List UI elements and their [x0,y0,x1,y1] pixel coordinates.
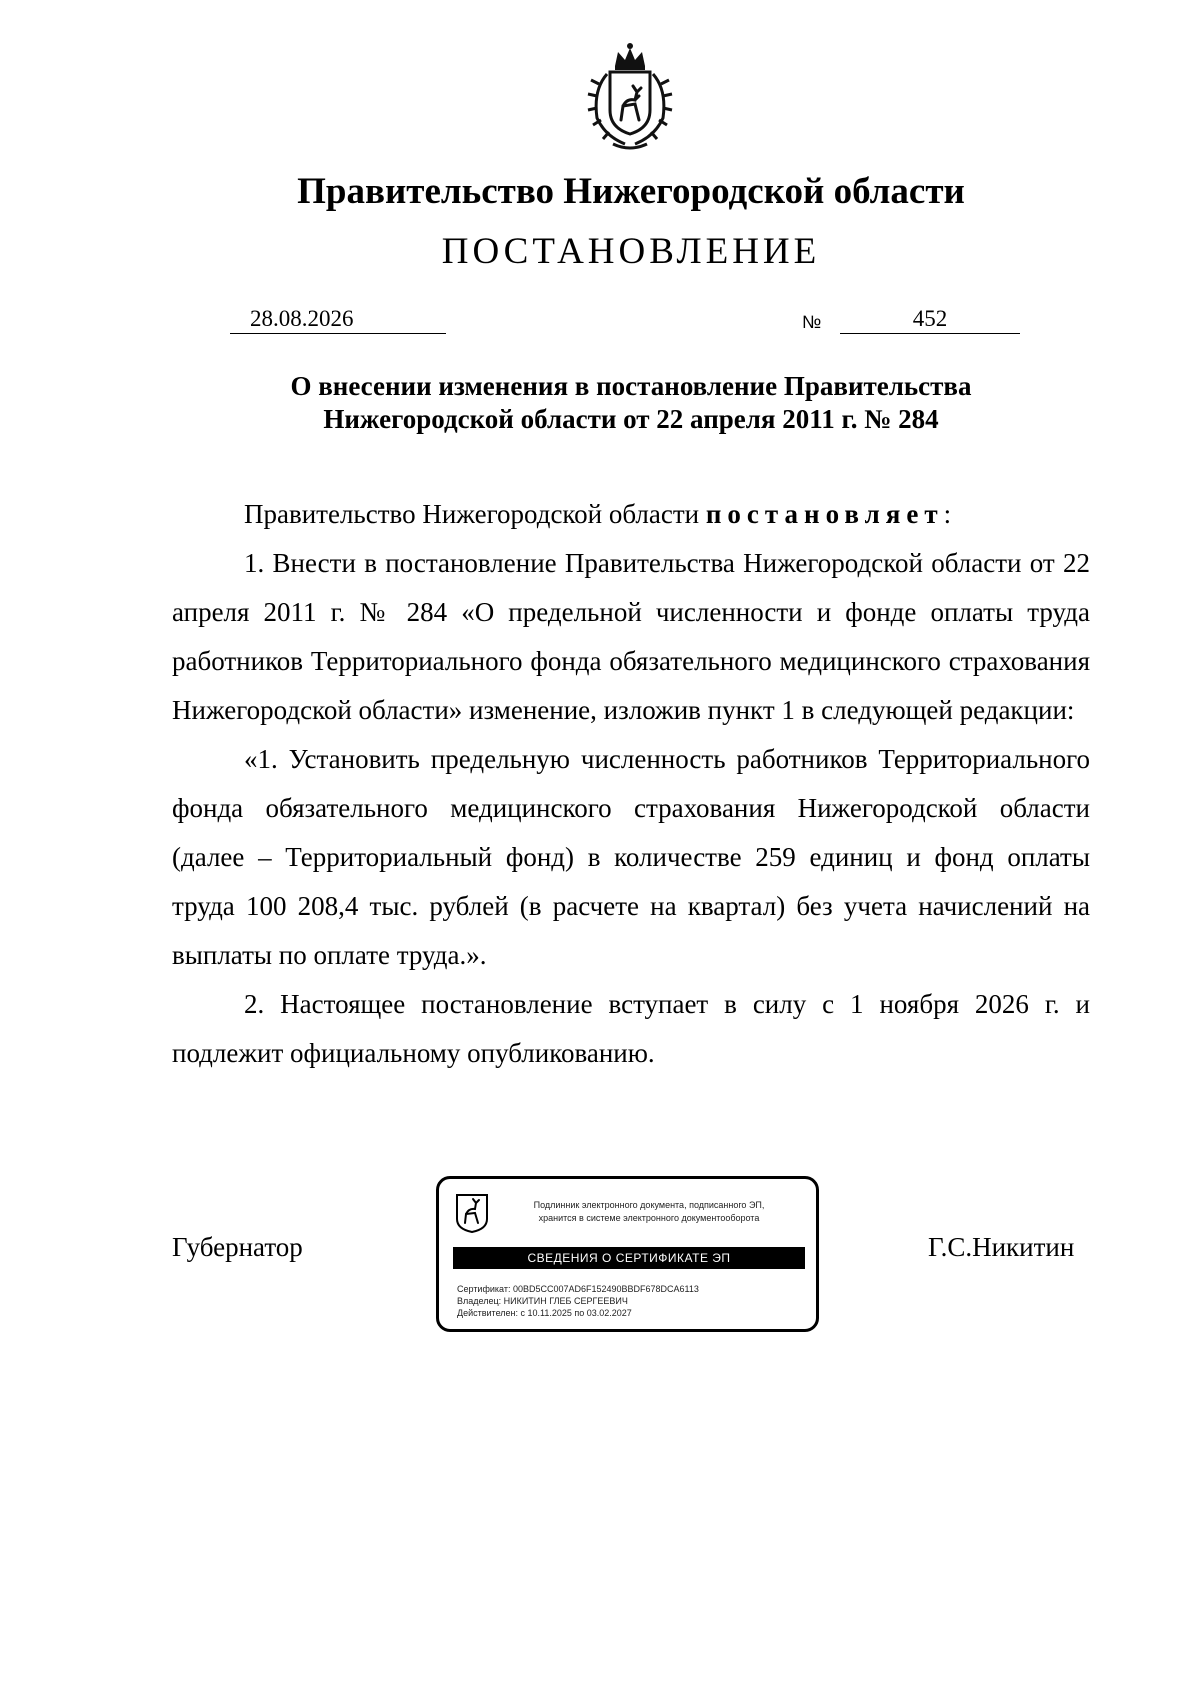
subject-line-2: Нижегородской области от 22 апреля 2011 г. № 284 [323,404,939,434]
document-subject [200,370,1062,436]
signer-name: Г.С.Никитин [928,1232,1075,1262]
certificate-details [457,1283,699,1319]
subject-line-1: О внесении изменения в постановление Правительства [290,371,972,401]
e-signature-stamp [436,1176,819,1332]
number-label: № [802,312,822,332]
certificate-validity: Действителен: с 10.11.2025 по 03.02.2027 [457,1308,632,1318]
org-title: Правительство Нижегородской области [297,171,965,212]
decree-word: постановляет [705,499,944,529]
document-date: 28.08.2026 [230,305,446,334]
paragraph-1: 1. Внести в постановление Правительства Нижегородской области от 22 апреля 2011 г. № 284 «О предельной численности и фонде оплаты труда работников Территориального фонда обязательного медицинского страхования Нижегородской области» изменение, изложив пункт 1 в следующей редакции: [172,548,1090,725]
preamble-text: Правительство Нижегородской области [244,499,700,529]
stamp-title: СВЕДЕНИЯ О СЕРТИФИКАТЕ ЭП [453,1247,805,1269]
certificate-owner: Владелец: НИКИТИН ГЛЕБ СЕРГЕЕВИЧ [457,1296,628,1306]
paragraph-2: 2. Настоящее постановление вступает в силу с 1 ноября 2026 г. и подлежит официальному опубликованию. [172,989,1090,1068]
preamble [172,490,1090,539]
certificate-number: Сертификат: 00BD5CC007AD6F152490BBDF678DCA6113 [457,1284,699,1294]
preamble-colon: : [943,499,952,529]
signer-position: Губернатор [172,1232,303,1262]
document-body [172,490,1090,1078]
stamp-notice [499,1199,799,1225]
stamp-notice-line-1: Подлинник электронного документа, подписанного ЭП, [533,1200,765,1210]
document-number: 452 [840,305,1020,334]
coat-of-arms-icon [575,40,685,152]
deer-emblem-icon [455,1193,489,1233]
paragraph-quoted: «1. Установить предельную численность работников Территориального фонда обязательного медицинского страхования Нижегородской области (далее – Территориальный фонд) в количестве 259 единиц и фонд оплаты труда 100 208,4 тыс. рублей (в расчете на квартал) без учета начислений на выплаты по оплате труда.». [172,744,1090,970]
stamp-notice-line-2: хранится в системе электронного документооборота [538,1213,760,1223]
document-type: ПОСТАНОВЛЕНИЕ [441,231,821,272]
